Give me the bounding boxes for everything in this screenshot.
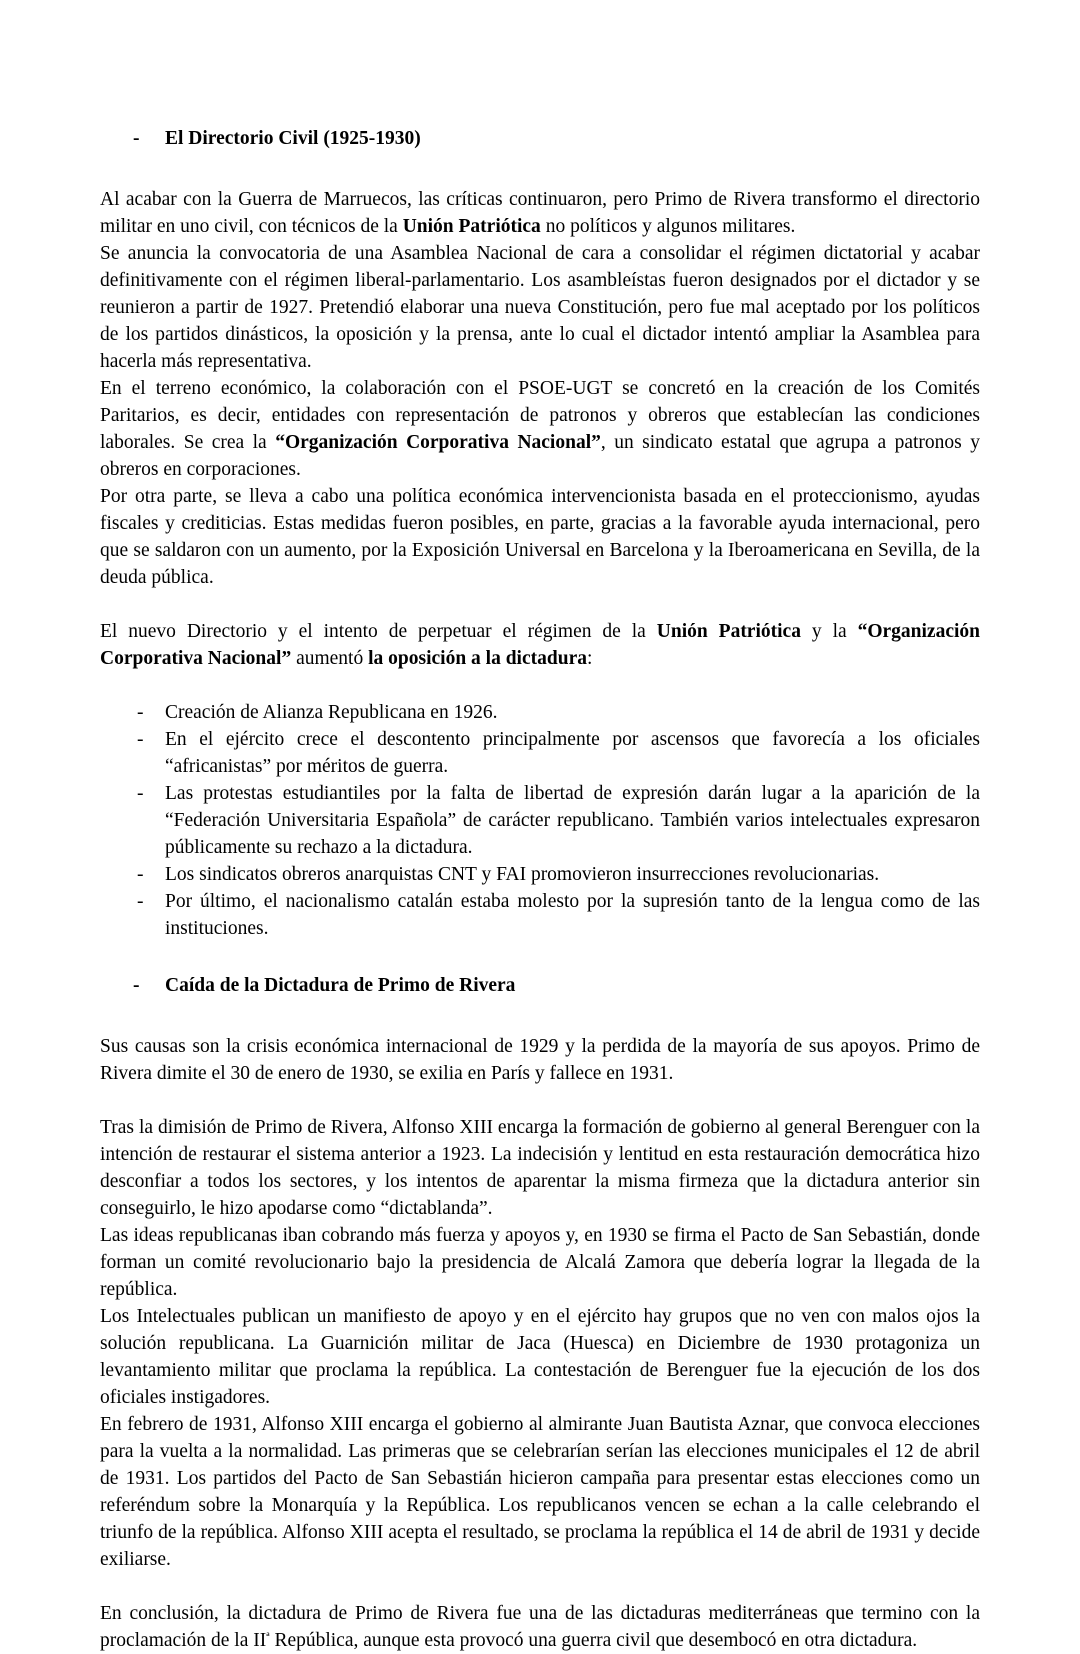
text-run: En el terreno económico, la colaboración con el PSOE-UGT se concretó en la creación de los Comités Paritarios, es decir, entidades con representación de patronos y obreros que establecían las condiciones laborales. Se crea la <box>100 378 980 453</box>
text-run: : <box>586 648 593 669</box>
bold-organizacion-corporativa-nacional: “Organización Corporativa Nacional” <box>275 432 601 453</box>
list-item-text: En el ejército crece el descontento principalmente por ascensos que favorecía a los oficiales “africanistas” por méritos de guerra. <box>165 729 980 777</box>
text-run: En conclusión, la dictadura de Primo de Rivera fue una de las dictaduras mediterráneas que termino con la proclamación de la II <box>100 1603 980 1651</box>
spacer <box>100 591 980 618</box>
bold-oposicion-a-la-dictadura: la oposición a la dictadura <box>368 648 587 669</box>
paragraph-sublevacion-jaca: Los Intelectuales publican un manifiesto de apoyo y en el ejército hay grupos que no ven con malos ojos la solución republicana. La Guarnición militar de Jaca (Huesca) en Diciembre de 1930 protagoniza un levantamiento militar que proclama la república. La contestación de Berenguer fue la ejecución de los dos oficiales instigadores. <box>100 1306 980 1408</box>
text-run: República, aunque esta provocó una guerra civil que desembocó en otra dictadura. <box>269 1630 918 1651</box>
paragraph-nuevo-directorio <box>100 618 980 672</box>
spacer <box>100 999 980 1033</box>
list-item <box>100 888 980 942</box>
text-run: no políticos y algunos militares. <box>540 216 796 237</box>
ordinal-superscript: ª <box>266 1629 270 1644</box>
bold-union-patriotica: Unión Patriótica <box>402 216 541 237</box>
paragraph-causas-caida: Sus causas son la crisis económica internacional de 1929 y la perdida de la mayoría de sus apoyos. Primo de Rivera dimite el 30 de enero de 1930, se exilia en París y fallece en 1931. <box>100 1036 980 1084</box>
heading-dash-marker: - <box>133 128 140 149</box>
list-item-text: Los sindicatos obreros anarquistas CNT y FAI promovieron insurrecciones revolucionarias. <box>165 864 880 885</box>
paragraph-berenguer-dictablanda: Tras la dimisión de Primo de Rivera, Alfonso XIII encarga la formación de gobierno al general Berenguer con la intención de restaurar el sistema anterior a 1923. La indecisión y lentitud en esta restauración democrática hizo desconfiar a todos los sectores, y los intentos de aparentar la misma firmeza que la dictadura anterior sin conseguirlo, le hizo apodarse como “dictablanda”. <box>100 1117 980 1219</box>
paragraph-terreno-economico <box>100 375 980 483</box>
list-item <box>100 861 980 888</box>
section-heading-caida-dictadura <box>100 972 980 999</box>
document-body <box>100 125 980 1654</box>
paragraph-politica-economica: Por otra parte, se lleva a cabo una política económica intervencionista basada en el proteccionismo, ayudas fiscales y crediticias. Estas medidas fueron posibles, en parte, gracias a la favorable ayuda internacional, pero que se saldaron con un aumento, por la Exposición Universal en Barcelona y la Iberoamericana en Sevilla, de la deuda pública. <box>100 486 980 588</box>
list-item <box>100 699 980 726</box>
list-dash-marker: - <box>137 702 144 723</box>
spacer <box>100 672 980 699</box>
spacer <box>100 1573 980 1600</box>
list-item <box>100 726 980 780</box>
bold-union-patriotica: Unión Patriótica <box>656 621 801 642</box>
list-item-text: Las protestas estudiantiles por la falta de libertad de expresión darán lugar a la aparición de la “Federación Universitaria Española” de carácter republicano. También varios intelectuales expresaron públicamente su rechazo a la dictadura. <box>165 783 980 858</box>
list-dash-marker: - <box>137 864 144 885</box>
paragraph-conclusion <box>100 1600 980 1654</box>
list-item-text: Por último, el nacionalismo catalán estaba molesto por la supresión tanto de la lengua como de las instituciones. <box>165 891 980 939</box>
list-item <box>100 780 980 861</box>
list-item-text: Creación de Alianza Republicana en 1926. <box>165 702 498 723</box>
text-run: y la <box>800 621 858 642</box>
spacer <box>100 152 980 186</box>
text-run: , un sindicato estatal que agrupa a patronos y obreros en corporaciones. <box>100 432 980 480</box>
paragraph-pacto-san-sebastian: Las ideas republicanas iban cobrando más fuerza y apoyos y, en 1930 se firma el Pacto de San Sebastián, donde forman un comité revolucionario bajo la presidencia de Alcalá Zamora que debería lograr la llegada de la república. <box>100 1225 980 1300</box>
list-dash-marker: - <box>137 783 144 804</box>
paragraph-elecciones-1931: En febrero de 1931, Alfonso XIII encarga el gobierno al almirante Juan Bautista Aznar, que convoca elecciones para la vuelta a la normalidad. Las primeras que se celebrarían serían las elecciones municipales el 12 de abril de 1931. Los partidos del Pacto de San Sebastián hicieron campaña para presentar estas elecciones como un referéndum sobre la Monarquía y la República. Los republicanos vencen se echan a la calle celebrando el triunfo de la república. Alfonso XIII acepta el resultado, se proclama la república el 14 de abril de 1931 y decide exiliarse. <box>100 1414 980 1570</box>
text-run: Al acabar con la Guerra de Marruecos, las críticas continuaron, pero Primo de Rivera transformo el directorio militar en uno civil, con técnicos de la <box>100 189 980 237</box>
heading-dash-marker: - <box>133 975 140 996</box>
list-dash-marker: - <box>137 891 144 912</box>
heading-label: Caída de la Dictadura de Primo de Rivera <box>165 975 516 996</box>
paragraph-asamblea-nacional: Se anuncia la convocatoria de una Asamblea Nacional de cara a consolidar el régimen dictatorial y acabar definitivamente con el régimen liberal-parlamentario. Los asambleístas fueron designados por el dictador y se reunieron a partir de 1927. Pretendió elaborar una nueva Constitución, pero fue mal aceptado por los políticos de los partidos dinásticos, la oposición y la prensa, ante lo cual el dictador intentó ampliar la Asamblea para hacerla más representativa. <box>100 243 980 372</box>
spacer <box>100 1087 980 1114</box>
paragraph-directorio-transformacion <box>100 186 980 240</box>
bold-organizacion-corporativa-nacional: “Organización Corporativa Nacional” <box>100 621 980 669</box>
spacer <box>100 942 980 972</box>
text-run: El nuevo Directorio y el intento de perpetuar el régimen de la <box>100 621 657 642</box>
heading-label: El Directorio Civil (1925-1930) <box>165 128 421 149</box>
section-heading-directorio-civil <box>100 125 980 152</box>
list-dash-marker: - <box>137 729 144 750</box>
opposition-list <box>100 699 980 942</box>
text-run: aumentó <box>291 648 369 669</box>
